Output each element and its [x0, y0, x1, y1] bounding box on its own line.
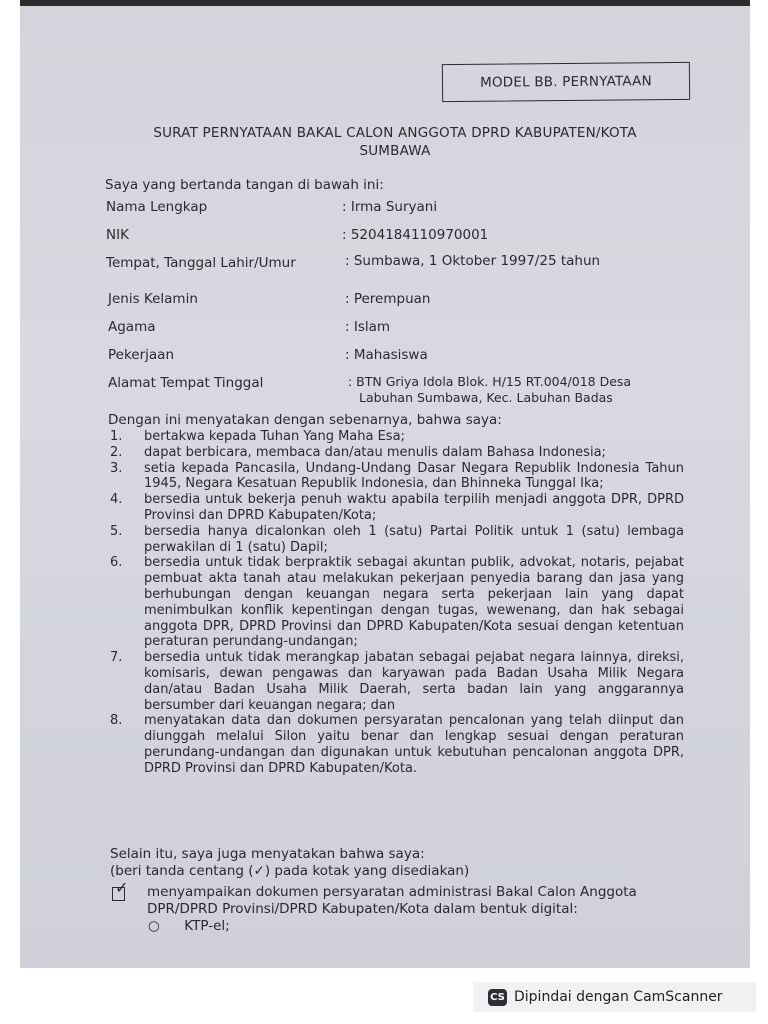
field-value-nik: : 5204184110970001: [342, 227, 489, 243]
field-label-alamat: Alamat Tempat Tinggal: [108, 375, 264, 391]
field-value-jenis-kelamin: : Perempuan: [345, 291, 431, 307]
title-line-1: SURAT PERNYATAAN BAKAL CALON ANGGOTA DPRD KABUPATEN/KOTA: [153, 125, 637, 141]
field-label-ttl: Tempat, Tanggal Lahir/Umur: [106, 255, 296, 271]
field-value-agama: : Islam: [345, 319, 391, 335]
document-title: [115, 124, 675, 160]
alamat-line-2: Labuhan Sumbawa, Kec. Labuhan Badas: [359, 390, 613, 405]
checkbox-label: menyampaikan dokumen persyaratan administrasi Bakal Calon Anggota DPR/DPRD Provinsi/DPRD Kabupaten/Kota dalam bentuk digital:: [147, 884, 637, 917]
camscanner-logo-icon: CS: [488, 989, 507, 1006]
model-label-box: MODEL BB. PERNYATAAN: [442, 62, 690, 102]
list-item: 7. bersedia untuk tidak merangkap jabatan sebagai pejabat negara lainnya, direksi, komisaris, dewan pengawas dan karyawan pada Badan Usaha Milik Negara dan/atau Badan Usaha Milik Daerah, serta badan lain yang anggarannya bersumber dari keuangan negara; dan: [110, 650, 684, 713]
declaration-list: [108, 429, 684, 777]
field-label-pekerjaan: Pekerjaan: [108, 347, 175, 363]
list-item: 1. bertakwa kepada Tuhan Yang Maha Esa;: [110, 429, 405, 444]
title-line-2: SUMBAWA: [359, 143, 431, 159]
sub-bullet-item: ○ KTP-el;: [148, 918, 230, 934]
field-value-ttl: : Sumbawa, 1 Oktober 1997/25 tahun: [345, 253, 601, 269]
field-value-alamat: [348, 374, 668, 406]
field-label-agama: Agama: [108, 319, 156, 335]
list-item: 2. dapat berbicara, membaca dan/atau menulis dalam Bahasa Indonesia;: [110, 444, 606, 460]
field-label-jenis-kelamin: Jenis Kelamin: [108, 291, 198, 307]
declaration-intro: Dengan ini menyatakan dengan sebenarnya, bahwa saya:: [108, 412, 502, 428]
checkmark-icon: ✓: [115, 878, 129, 897]
list-item: 4. bersedia untuk bekerja penuh waktu apabila terpilih menjadi anggota DPR, DPRD Provinsi dan DPRD Kabupaten/Kota;: [110, 492, 684, 523]
checked-checkbox[interactable]: [112, 878, 129, 901]
field-value-pekerjaan: : Mahasiswa: [345, 347, 428, 363]
field-value-nama: : Irma Suryani: [342, 199, 438, 215]
intro-text: Saya yang bertanda tangan di bawah ini:: [105, 177, 384, 193]
circle-bullet-icon: ○: [148, 918, 160, 934]
field-label-nama: Nama Lengkap: [106, 199, 208, 215]
list-item: 6. bersedia untuk tidak berpraktik sebagai akuntan publik, advokat, notaris, pejabat pembuat akta tanah atau melakukan pekerjaan penyedia barang dan jasa yang berhubungan dengan keuangan negara serta pekerjaan lain yang dapat menimbulkan konflik kepentingan dengan tugas, wewenang, dan hak sebagai anggota DPR, DPRD Provinsi dan DPRD Kabupaten/Kota sesuai dengan ketentuan peraturan perundang-undangan;: [110, 555, 684, 650]
field-label-nik: NIK: [106, 227, 129, 243]
document-page: [20, 6, 750, 968]
additional-line-2: (beri tanda centang (✓) pada kotak yang disediakan): [110, 863, 470, 879]
list-item: 3. setia kepada Pancasila, Undang-Undang Dasar Negara Republik Indonesia Tahun 1945, Negara Kesatuan Republik Indonesia, dan Bhinneka Tunggal Ika;: [110, 460, 684, 492]
additional-line-1: Selain itu, saya juga menyatakan bahwa saya:: [110, 846, 425, 862]
list-item: 8. menyatakan data dan dokumen persyaratan pencalonan yang telah diinput dan diunggah melalui Silon yaitu benar dan lengkap sesuai dengan peraturan perundang-undangan dan digunakan untuk kebutuhan pencalonan anggota DPR, DPRD Provinsi dan DPRD Kabupaten/Kota.: [110, 713, 684, 776]
camscanner-text: Dipindai dengan CamScanner: [514, 989, 723, 1005]
camscanner-watermark: [473, 982, 756, 1012]
additional-statement: [110, 846, 690, 880]
list-item: 5. bersedia hanya dicalonkan oleh 1 (satu) Partai Politik untuk 1 (satu) lembaga perwakilan di 1 (satu) Dapil;: [110, 523, 684, 555]
alamat-line-1: : BTN Griya Idola Blok. H/15 RT.004/018 Desa: [348, 374, 632, 389]
